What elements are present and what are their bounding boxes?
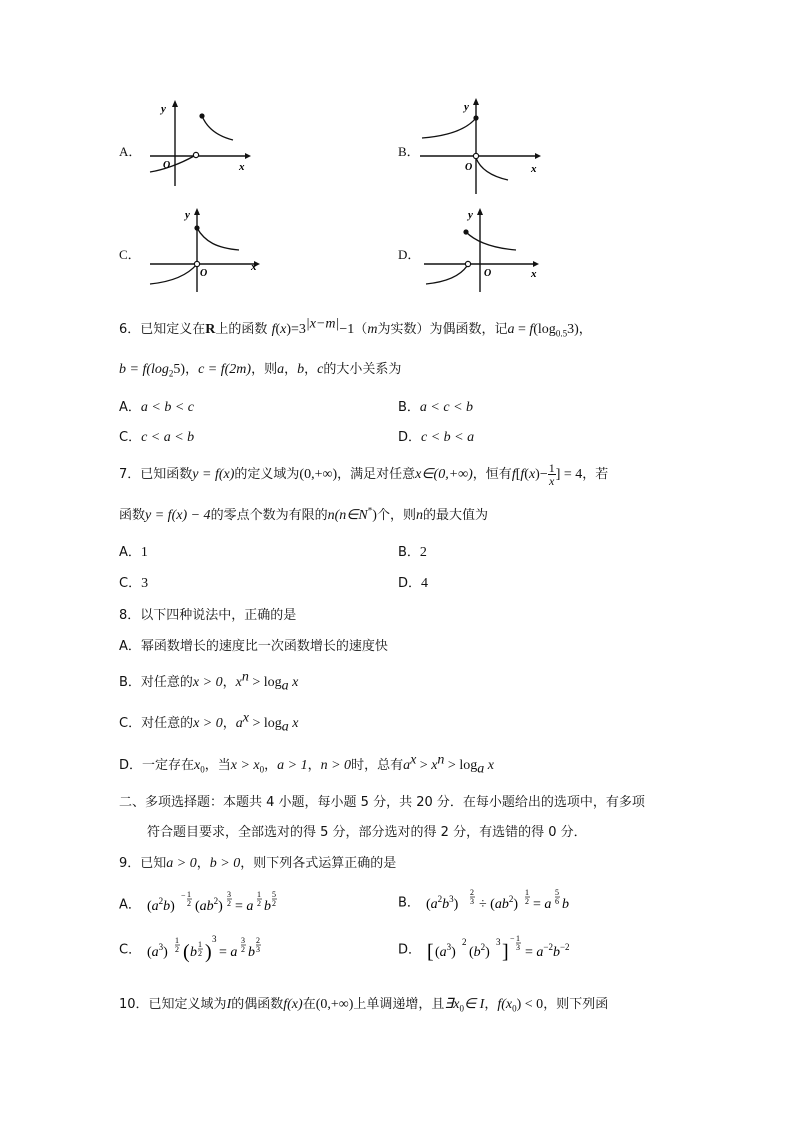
svg-text:O: O xyxy=(465,162,473,173)
svg-text:O: O xyxy=(200,268,208,279)
q7-option-c[interactable]: C．3 xyxy=(119,576,149,591)
svg-text:3: 3 xyxy=(516,943,521,952)
option-a-label: A． xyxy=(119,144,142,159)
q8-stem: 8．以下四种说法中，正确的是 xyxy=(119,608,297,623)
svg-text:−: − xyxy=(181,891,186,900)
svg-text:x: x xyxy=(251,261,257,273)
q9-option-b[interactable]: B． $(a^2b^3)$ 2 3 ÷ $(ab^2)$ 1 2 = a 5 6 b xyxy=(398,888,584,918)
q9-option-c-formula xyxy=(145,932,285,968)
section2-heading-line2: 符合题目要求，全部选对的得 5 分，部分选对的得 2 分，有选错的得 0 分． xyxy=(147,825,587,840)
graph-d xyxy=(420,204,545,296)
svg-text:1: 1 xyxy=(257,890,262,899)
svg-text:2: 2 xyxy=(525,897,530,906)
svg-text:2: 2 xyxy=(257,899,262,908)
svg-text:b: b xyxy=(264,899,272,914)
svg-text:b: b xyxy=(248,945,256,960)
svg-text:3: 3 xyxy=(496,937,501,947)
svg-text:2: 2 xyxy=(272,899,277,908)
q7-option-d[interactable]: D．4 xyxy=(398,576,429,591)
axis-origin-label: O xyxy=(163,160,171,171)
svg-text:3: 3 xyxy=(212,934,217,944)
svg-text:2: 2 xyxy=(227,899,232,908)
svg-text:1: 1 xyxy=(187,890,192,899)
svg-text:): ) xyxy=(205,941,212,963)
svg-text:3: 3 xyxy=(256,945,261,954)
svg-text:3: 3 xyxy=(241,936,246,945)
svg-text:x: x xyxy=(531,268,537,280)
q8-option-b[interactable]: B．对任意的x > 0，$x^n > \log_a x$ xyxy=(119,669,299,694)
q6-line2: $b = f(\log_25)$，c = f(2m)，则a，b，c的大小关系为 xyxy=(119,362,402,379)
option-c-label: C． xyxy=(119,247,141,262)
svg-text:y: y xyxy=(185,209,190,221)
svg-text:1: 1 xyxy=(516,934,521,943)
q6-option-a[interactable]: A．a < b < c xyxy=(119,400,195,415)
q6-option-c[interactable]: C．c < a < b xyxy=(119,430,195,445)
q9-option-a-formula xyxy=(145,890,295,920)
svg-text:y: y xyxy=(464,101,469,113)
axis-x-label: x xyxy=(239,161,245,173)
q9-option-a[interactable]: A． $(a^2b)$ − 1 2 $(ab^2)$ 3 2 = a 1 2 b 5 2 xyxy=(119,890,295,920)
svg-text:(a2b3): $(a^2b^3)$ xyxy=(426,894,459,912)
svg-text:1: 1 xyxy=(175,936,180,945)
svg-text:(: ( xyxy=(183,941,190,963)
q7-option-b[interactable]: B．2 xyxy=(398,545,427,560)
svg-text:6: 6 xyxy=(555,897,560,906)
q9-option-d[interactable]: D． [ $(a^3)$ 2 $(b^2)$ 3 ] − 1 3 = $a^{-2}b^{-2}$ xyxy=(398,932,595,968)
svg-text:(a2b): $(a^2b)$ xyxy=(147,896,175,914)
q8-option-a[interactable]: A．幂函数增长的速度比一次函数增长的速度快 xyxy=(119,639,388,654)
svg-text:5: 5 xyxy=(272,890,277,899)
svg-text:−: − xyxy=(510,934,515,943)
q9-option-b-formula xyxy=(424,888,584,918)
svg-text:= a: = a xyxy=(533,897,552,912)
svg-text:2: 2 xyxy=(470,888,475,897)
q7-line2: 函数y = f(x) − 4的零点个数为有限的n(n∈N*)个，则n的最大值为 xyxy=(119,505,488,523)
svg-text:(a3): $(a^3)$ xyxy=(147,942,169,960)
svg-text:]: ] xyxy=(502,941,509,963)
q8-option-d[interactable]: D．一定存在$x_0$，当$x > x_0$，a > 1，n > 0时，总有$a^x > x^n > \log_a x$ xyxy=(119,752,494,777)
q8-option-c[interactable]: C．对任意的x > 0，$a^x > \log_a x$ xyxy=(119,710,299,735)
svg-text:÷ (ab2): ÷ $(ab^2)$ xyxy=(479,894,519,912)
q10-line1: 10．已知定义域为I的偶函数f(x)在(0,+∞)上单调递增，且$\exists x_0\in$ I，$f(x_0) < 0$，则下列函 xyxy=(119,997,609,1014)
q9-option-d-formula xyxy=(425,932,595,968)
svg-text:2: 2 xyxy=(175,945,180,954)
q9-stem: 9．已知a > 0，b > 0，则下列各式运算正确的是 xyxy=(119,856,397,871)
svg-text:(b2): $(b^2)$ xyxy=(469,942,490,960)
svg-text:1: 1 xyxy=(198,940,203,949)
svg-text:3: 3 xyxy=(470,897,475,906)
svg-text:[: [ xyxy=(427,941,434,963)
svg-text:2: 2 xyxy=(462,937,467,947)
svg-text:1: 1 xyxy=(525,888,530,897)
svg-text:2: 2 xyxy=(198,949,203,958)
svg-text:2: 2 xyxy=(256,936,261,945)
svg-text:2: 2 xyxy=(241,945,246,954)
q7-option-a[interactable]: A．1 xyxy=(119,545,148,560)
graph-b xyxy=(418,96,546,196)
option-d-label: D． xyxy=(398,247,421,262)
section2-heading-line1: 二、多项选择题：本题共 4 小题，每小题 5 分，共 20 分．在每小题给出的选项中，有多项 xyxy=(119,795,645,810)
svg-text:= a: = a xyxy=(219,945,238,960)
svg-text:2: 2 xyxy=(187,899,192,908)
svg-text:y: y xyxy=(468,209,473,221)
q6-line1: 6．已知定义在R上的函数 $f(x)=3^{|x-m|}-1(m$为实数）为偶函数，记$a = f(\log_{0.5}3)$， xyxy=(119,316,592,339)
option-b-label: B． xyxy=(398,144,420,159)
svg-text:5: 5 xyxy=(555,888,560,897)
axis-y-label: y xyxy=(161,103,166,115)
svg-text:O: O xyxy=(484,268,492,279)
q6-option-d[interactable]: D．c < b < a xyxy=(398,430,475,445)
svg-text:= a−2b−2: = $a^{-2}b^{-2}$ xyxy=(525,942,570,960)
q6-option-b[interactable]: B．a < c < b xyxy=(398,400,474,415)
q7-line1: 7．已知函数y = f(x)的定义域为(0,+∞)，满足对任意x∈(0,+∞)，恒有f[f(x)− $\frac{1}{x}$ ] = 4，若 xyxy=(119,461,609,488)
svg-text:b: b xyxy=(562,897,570,912)
graph-a xyxy=(145,98,255,190)
svg-text:(ab2): $(ab^2)$ xyxy=(195,896,223,914)
svg-text:x: x xyxy=(531,163,537,175)
q9-option-c[interactable]: C． $(a^3)$ 1 2 ( b 1 2 ) 3 = a 3 2 b 2 3 xyxy=(119,932,285,968)
graph-c xyxy=(145,204,267,296)
svg-text:= a: = a xyxy=(235,899,254,914)
svg-text:b: b xyxy=(190,945,198,960)
svg-text:(a3): $(a^3)$ xyxy=(435,942,456,960)
svg-text:3: 3 xyxy=(227,890,232,899)
